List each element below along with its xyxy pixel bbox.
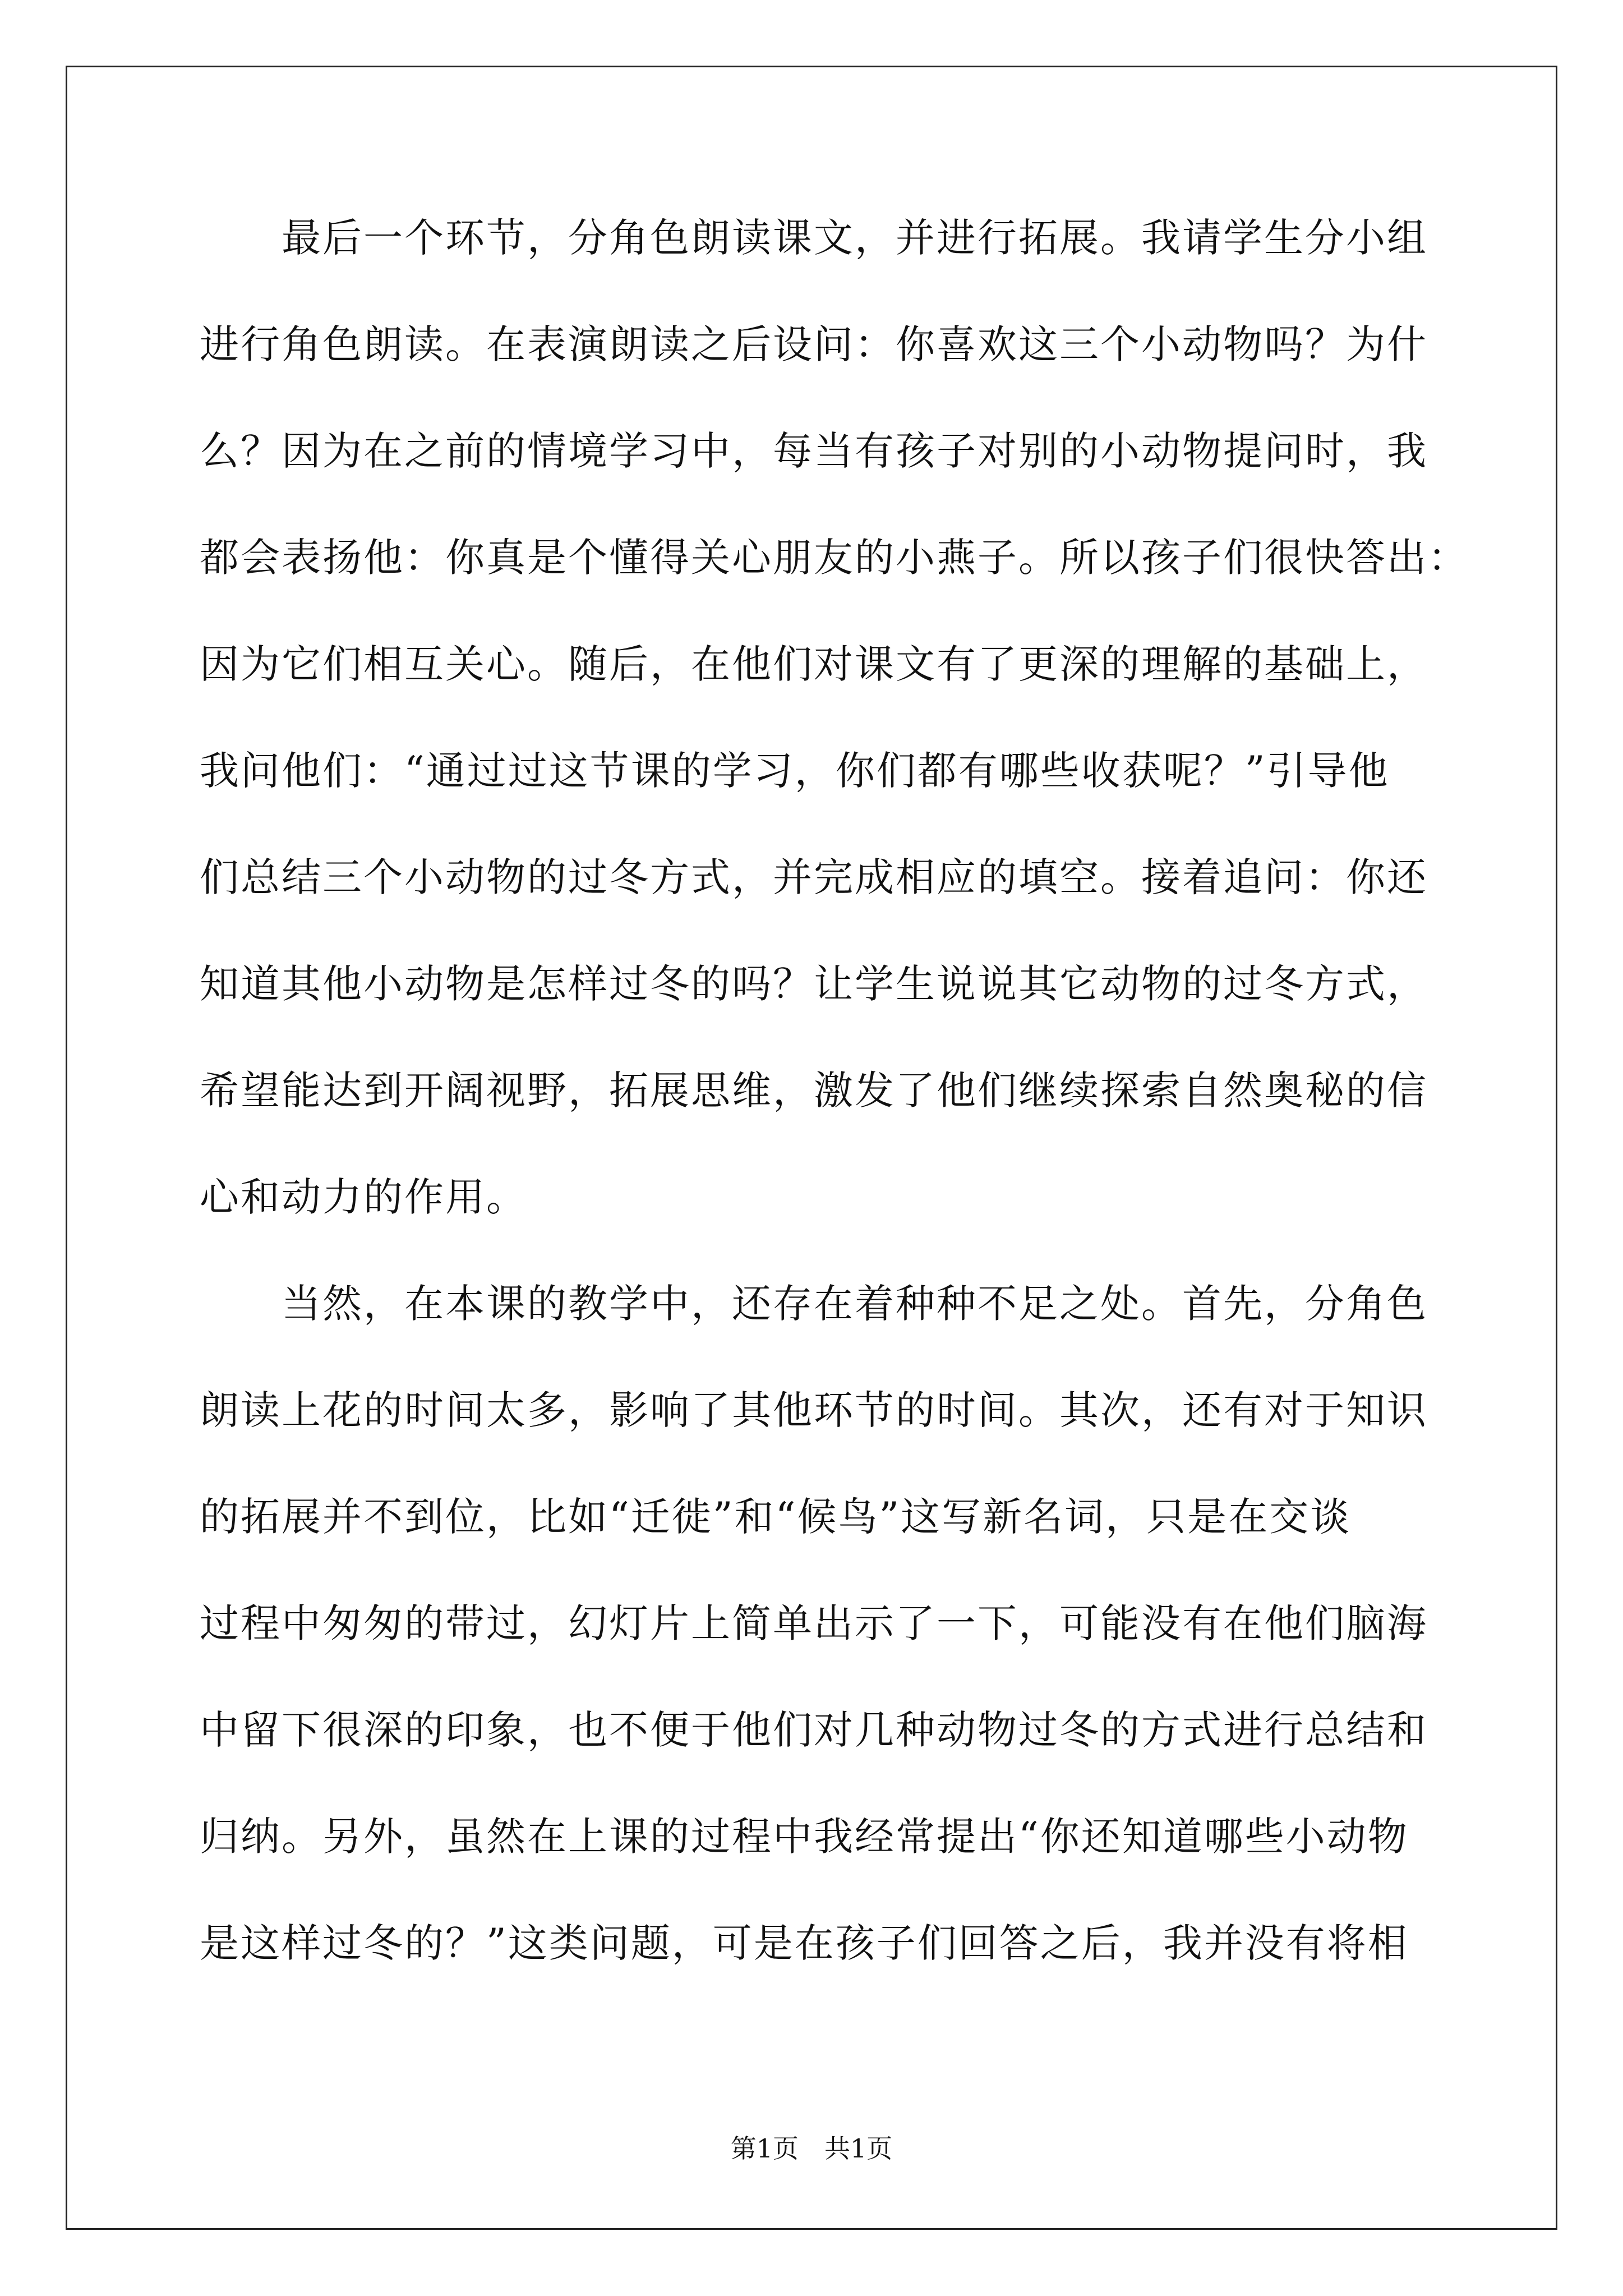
text-line: 朗读上花的时间太多，影响了其他环节的时间。其次，还有对于知识: [200, 1387, 1428, 1433]
text-line: 么？因为在之前的情境学习中，每当有孩子对别的小动物提问时，我: [200, 428, 1428, 474]
page-border: [66, 66, 1557, 2230]
text-line: 们总结三个小动物的过冬方式，并完成相应的填空。接着追问：你还: [200, 854, 1428, 900]
text-line: 进行角色朗读。在表演朗读之后设问：你喜欢这三个小动物吗？为什: [200, 321, 1428, 367]
text-line: 中留下很深的印象，也不便于他们对几种动物过冬的方式进行总结和: [200, 1707, 1428, 1753]
text-line: 心和动力的作用。: [200, 1174, 527, 1220]
text-line: 我问他们：“通过过这节课的学习，你们都有哪些收获呢？”引导他: [200, 748, 1390, 794]
text-line: 希望能达到开阔视野，拓展思维，激发了他们继续探索自然奥秘的信: [200, 1068, 1428, 1114]
text-line: 过程中匆匆的带过，幻灯片上简单出示了一下，可能没有在他们脑海: [200, 1600, 1428, 1646]
text-line: 的拓展并不到位，比如“迁徙”和“候鸟”这写新名词，只是在交谈: [200, 1494, 1352, 1540]
text-line: 最后一个环节，分角色朗读课文，并进行拓展。我请学生分小组: [200, 215, 1428, 261]
text-line: 是这样过冬的？”这类问题，可是在孩子们回答之后，我并没有将相: [200, 1920, 1409, 1966]
text-line: 都会表扬他：你真是个懂得关心朋友的小燕子。所以孩子们很快答出：: [200, 535, 1469, 581]
text-line: 因为它们相互关心。随后，在他们对课文有了更深的理解的基础上，: [200, 641, 1428, 687]
page-footer: 第1页 共1页: [730, 2133, 893, 2164]
text-line: 知道其他小动物是怎样过冬的吗？让学生说说其它动物的过冬方式，: [200, 961, 1428, 1007]
text-line: 当然，在本课的教学中，还存在着种种不足之处。首先，分角色: [200, 1281, 1428, 1327]
text-line: 归纳。另外，虽然在上课的过程中我经常提出“你还知道哪些小动物: [200, 1814, 1409, 1860]
